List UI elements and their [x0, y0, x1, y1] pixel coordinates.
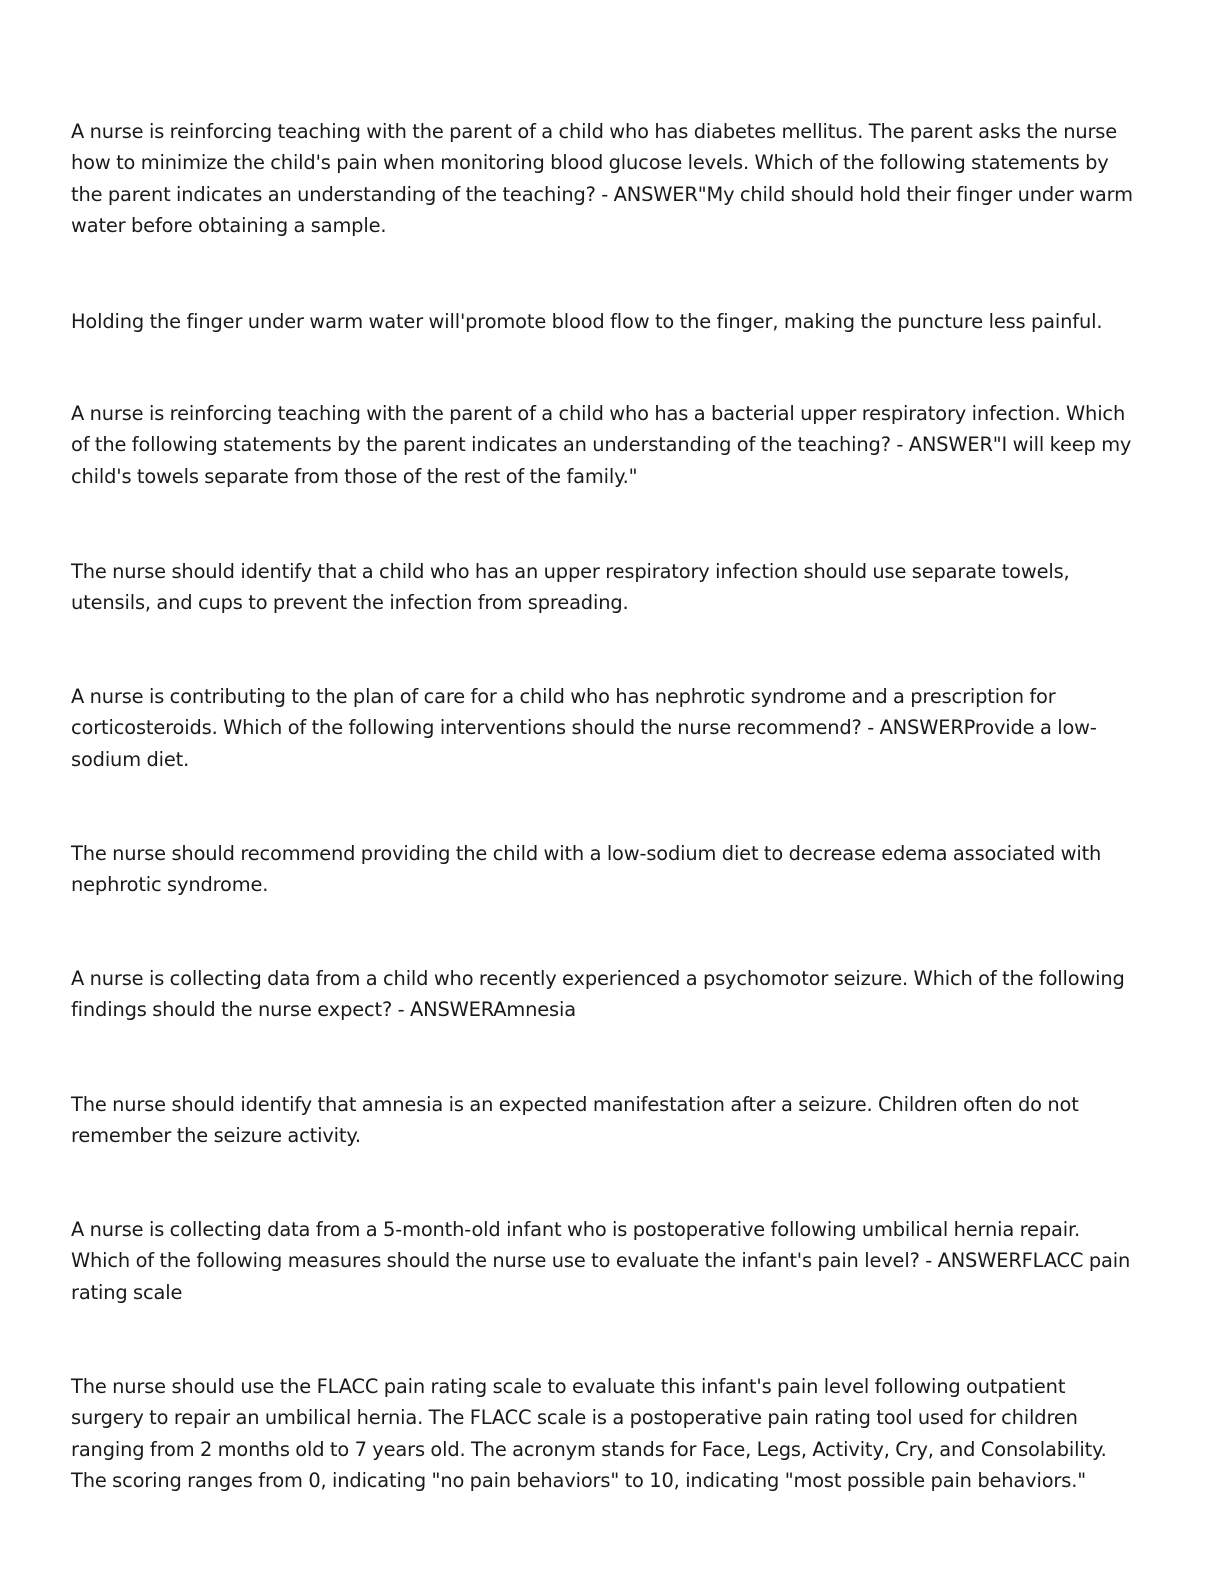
rationale-paragraph: Holding the finger under warm water will'promote blood flow to the finger, making the puncture less painful.: [71, 310, 1103, 333]
question-paragraph: A nurse is contributing to the plan of care for a child who has nephrotic syndrome and a prescription for corticosteroids. Which of the following interventions should the nurse recommend? - ANSWERProvide a low-sodium diet.: [71, 685, 1097, 771]
rationale-paragraph: The nurse should identify that a child who has an upper respiratory infection should use separate towels, utensils, and cups to prevent the infection from spreading.: [71, 560, 1070, 615]
question-paragraph: A nurse is reinforcing teaching with the parent of a child who has a bacterial upper respiratory infection. Which of the following statements by the parent indicates an understanding of the teaching? - ANSWER"I will keep my child's towels separate from those of the rest of the family.": [71, 402, 1132, 488]
question-paragraph: A nurse is reinforcing teaching with the parent of a child who has diabetes mellitus. The parent asks the nurse how to minimize the child's pain when monitoring blood glucose levels. Which of the following statements by the parent indicates an understanding of the teaching? - ANSWER"My child should hold their finger under warm water before obtaining a sample.: [71, 120, 1133, 238]
question-paragraph: A nurse is collecting data from a child who recently experienced a psychomotor seizure. Which of the following findings should the nurse expect? - ANSWERAmnesia: [71, 967, 1125, 1022]
rationale-paragraph: The nurse should use the FLACC pain rating scale to evaluate this infant's pain level following outpatient surgery to repair an umbilical hernia. The FLACC scale is a postoperative pain rating tool used for children ranging from 2 months old to 7 years old. The acronym stands for Face, Legs, Activity, Cry, and Consolability. The scoring ranges from 0, indicating "no pain behaviors" to 10, indicating "most possible pain behaviors.": [71, 1375, 1107, 1493]
rationale-paragraph: The nurse should identify that amnesia is an expected manifestation after a seizure. Children often do not remember the seizure activity.: [71, 1093, 1079, 1148]
rationale-paragraph: The nurse should recommend providing the child with a low-sodium diet to decrease edema associated with nephrotic syndrome.: [71, 842, 1102, 897]
question-paragraph: A nurse is collecting data from a 5-month-old infant who is postoperative following umbilical hernia repair. Which of the following measures should the nurse use to evaluate the infant's pain level? - ANSWERFLACC pain rating scale: [71, 1218, 1131, 1304]
